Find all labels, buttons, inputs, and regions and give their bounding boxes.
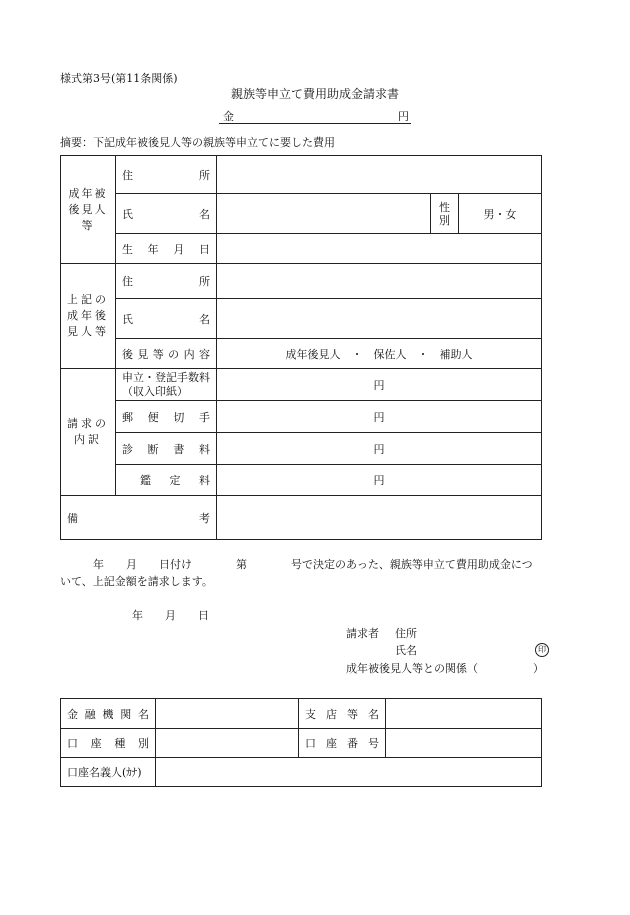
claimant-relation: 成年被後見人等との関係（ ） (346, 662, 544, 675)
ward-birthdate-field[interactable] (217, 234, 542, 264)
amount-line (219, 108, 411, 124)
amount-suffix: 円 (398, 110, 409, 123)
amount-prefix: 金 (223, 110, 234, 123)
diagnosis-amount-field[interactable]: 円 (217, 433, 542, 465)
account-holder-field[interactable] (156, 758, 542, 787)
ward-sex-label: 性別 (431, 194, 459, 234)
ward-address-field[interactable] (217, 156, 542, 194)
bank-branch-label: 支 店 等 名 (299, 699, 386, 729)
remarks-field[interactable] (217, 496, 542, 540)
stamps-label: 郵 便 切 手 (116, 401, 217, 433)
applicant-address-label: 住 所 (116, 264, 217, 299)
guardian-type-label: 後 見 等 の 内 容 (116, 339, 217, 369)
bank-institution-field[interactable] (156, 699, 299, 729)
main-table (60, 155, 542, 540)
form-title: 親族等申立て費用助成金請求書 (230, 87, 399, 101)
seal-icon: 印 (535, 642, 549, 657)
guardian-type-options[interactable]: 成年後見人 ・ 保佐人 ・ 補助人 (217, 339, 542, 369)
applicant-group-label: 上記の成年後見人等 (61, 264, 116, 369)
statement-line1: 年 月 日付け 第 号で決定のあった、親族等申立て費用助成金につ (60, 558, 533, 571)
account-type-label: 口 座 種 別 (61, 729, 156, 758)
summary-text: 摘要：下記成年被後見人等の親族等申立てに要した費用 (60, 136, 335, 149)
claimant-address-label: 住所 (395, 627, 417, 640)
ward-address-label: 住 所 (116, 156, 217, 194)
statement-date: 年 月 日 (132, 609, 209, 622)
account-number-field[interactable] (386, 729, 542, 758)
breakdown-group-label: 請求の内訳 (61, 369, 116, 496)
account-type-field[interactable] (156, 729, 299, 758)
account-holder-label: 口座名義人(ｶﾅ) (61, 758, 156, 787)
ward-name-field[interactable] (217, 194, 431, 234)
appraisal-amount-field[interactable]: 円 (217, 465, 542, 496)
remarks-label: 備 考 (61, 496, 217, 540)
claimant-label: 請求者 (346, 627, 379, 640)
ward-group-label: 成年被後見人等 (61, 156, 116, 264)
ward-birthdate-label: 生 年 月 日 (116, 234, 217, 264)
ward-name-label: 氏 名 (116, 194, 217, 234)
account-number-label: 口 座 番 号 (299, 729, 386, 758)
applicant-name-label: 氏 名 (116, 299, 217, 339)
stamps-amount-field[interactable]: 円 (217, 401, 542, 433)
applicant-name-field[interactable] (217, 299, 542, 339)
statement-line2: いて、上記金額を請求します。 (60, 575, 213, 588)
applicant-address-field[interactable] (217, 264, 542, 299)
claimant-name-label: 氏名 (395, 644, 417, 657)
form-number: 様式第3号(第11条関係) (60, 72, 178, 85)
appraisal-label: 鑑 定 料 (116, 465, 217, 496)
bank-table (60, 698, 542, 787)
ward-sex-options[interactable]: 男・女 (459, 194, 542, 234)
bank-institution-label: 金 融 機 関 名 (61, 699, 156, 729)
diagnosis-label: 診 断 書 料 (116, 433, 217, 465)
fee-label: 申立・登記手数料 （収入印紙） (116, 369, 217, 401)
fee-amount-field[interactable]: 円 (217, 369, 542, 401)
bank-branch-field[interactable] (386, 699, 542, 729)
